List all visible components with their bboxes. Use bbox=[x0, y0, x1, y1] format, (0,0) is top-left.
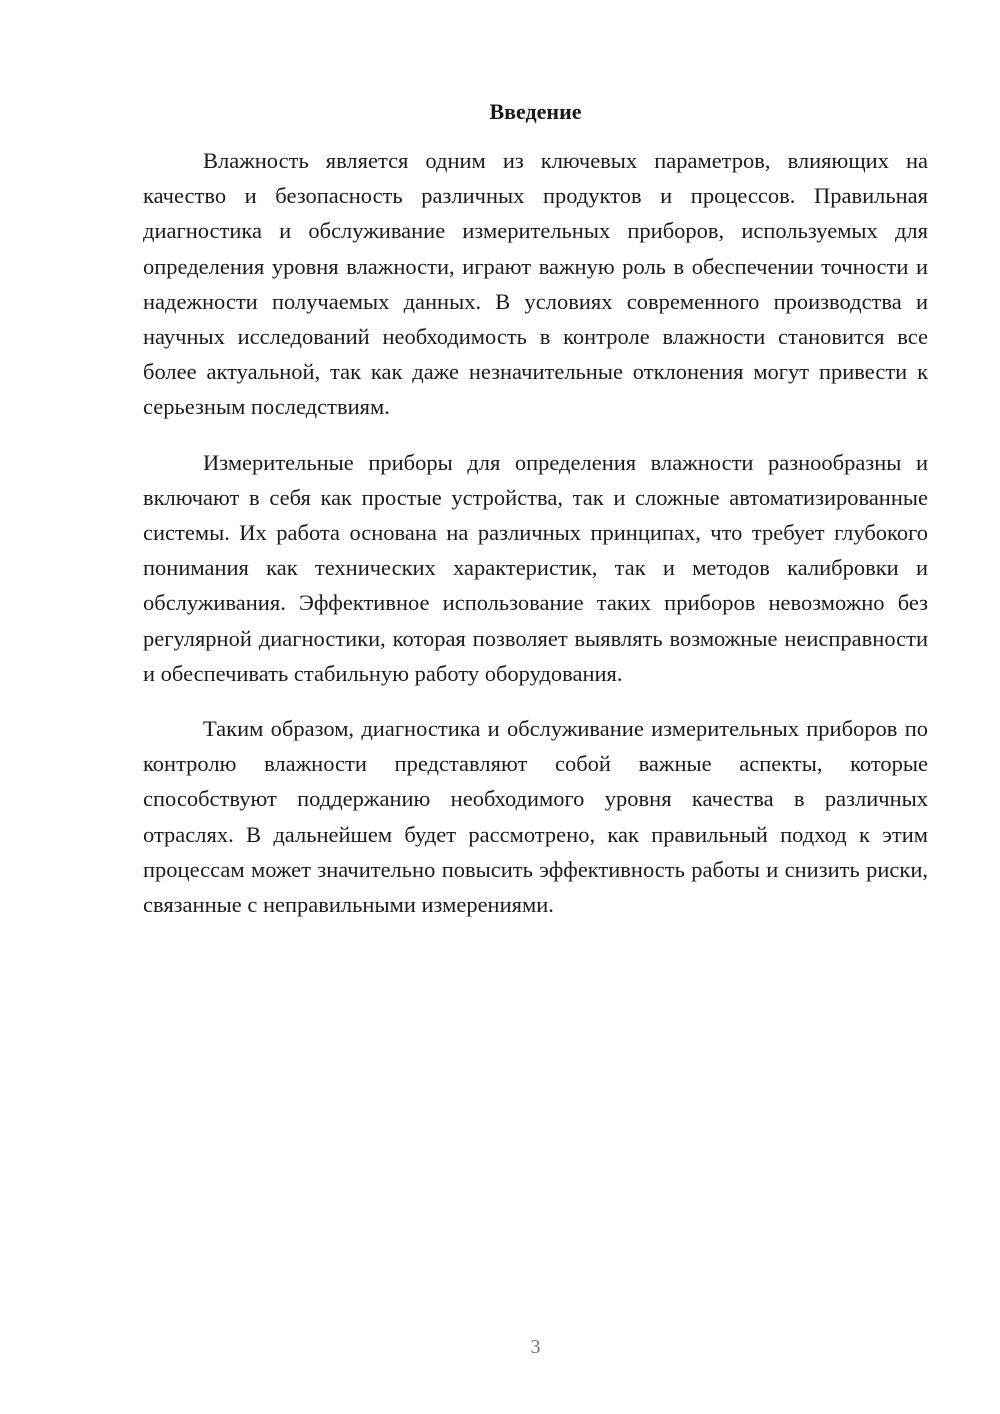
body-text bbox=[143, 143, 928, 942]
paragraph-3: Таким образом, диагностика и обслуживание измерительных приборов по контролю влажности представляют собой важные аспекты, которые способствуют поддержанию необходимого уровня качества в различных отраслях. В дальнейшем будет рассмотрено, как правильный подход к этим процессам может значительно повысить эффективность работы и снизить риски, связанные с неправильными измерениями. bbox=[143, 716, 928, 918]
section-heading: Введение bbox=[489, 99, 582, 124]
paragraph-2: Измерительные приборы для определения влажности разнообразны и включают в себя как простые устройства, так и сложные автоматизированные системы. Их работа основана на различных принципах, что требует глубокого понимания как технических характеристик, так и методов калибровки и обслуживания. Эффективное использование таких приборов невозможно без регулярной диагностики, которая позволяет выявлять возможные неисправности и обеспечивать стабильную работу оборудования. bbox=[143, 449, 928, 686]
paragraph-1: Влажность является одним из ключевых параметров, влияющих на качество и безопасность различных продуктов и процессов. Правильная диагностика и обслуживание измерительных приборов, используемых для определения уровня влажности, играют важную роль в обеспечении точности и надежности получаемых данных. В условиях современного производства и научных исследований необходимость в контроле влажности становится все более актуальной, так как даже незначительные отклонения могут привести к серьезным последствиям. bbox=[143, 148, 928, 420]
page-number: 3 bbox=[530, 1336, 541, 1358]
